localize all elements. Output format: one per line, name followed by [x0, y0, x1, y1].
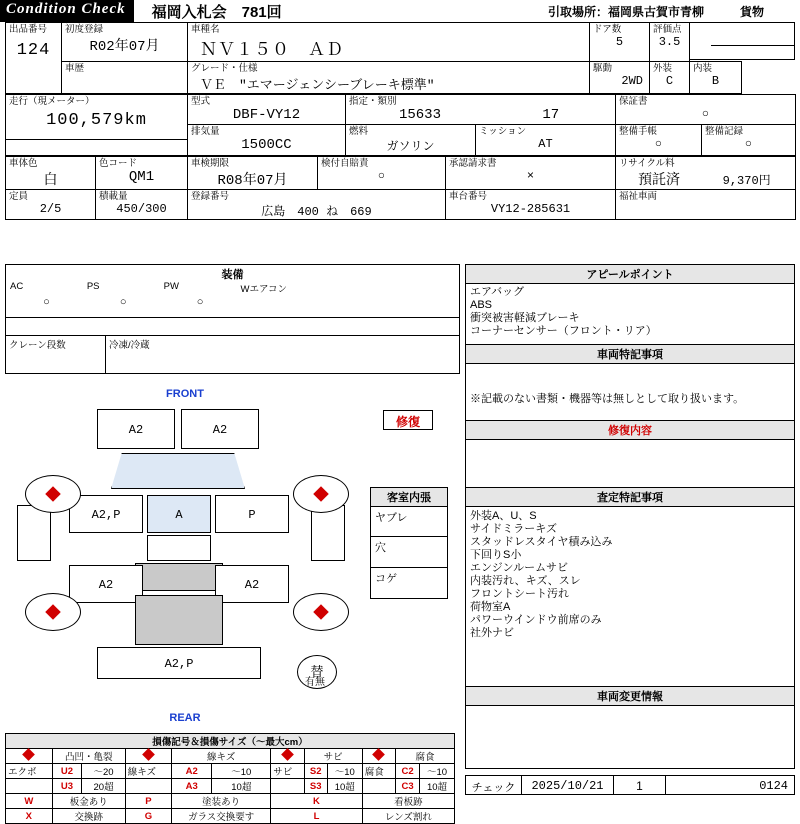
legend-r1-c3 [125, 779, 171, 794]
sheet-code: 0124 [759, 779, 788, 793]
load-value: 450/300 [116, 202, 167, 216]
legend-mark-g: G [125, 809, 171, 824]
assessment-line-9: 社外ナビ [470, 627, 514, 639]
doors-label: ドア数 [593, 24, 622, 35]
check-count: 1 [614, 776, 666, 794]
maint-record-value: ○ [744, 136, 753, 151]
assessment-line-0: 外装A、U、S [470, 510, 537, 522]
assessment-block [465, 487, 795, 688]
auction-title: 福岡入札会 781回 [151, 4, 282, 21]
displacement-label: 排気量 [191, 125, 220, 137]
panel-hood-right: A2 [181, 409, 259, 449]
panel-rear-body [135, 595, 223, 645]
registration-table [5, 156, 796, 220]
interior-row-1: 穴 [370, 537, 448, 568]
legend-diamond-icon-3 [281, 748, 294, 761]
assessment-line-6: フロントシート汚れ [470, 588, 569, 600]
model-code-label: 型式 [191, 96, 211, 107]
approval-label: 承認請求書 [449, 158, 497, 169]
appeal-line-3: コーナーセンサー（フロント・リア） [470, 325, 657, 337]
legend-r0-c3: 線キズ [125, 764, 171, 779]
legend-r0-c11: 〜10 [420, 764, 455, 779]
legend-r1-c10: C3 [396, 779, 420, 794]
seats-label: 定員 [9, 191, 29, 202]
assessment-line-7: 荷物室A [470, 601, 511, 613]
drive-value: 2WD [621, 74, 643, 88]
color-label: 車体色 [9, 158, 38, 169]
load-label: 積載量 [99, 191, 128, 202]
inspection-value: R08年07月 [217, 173, 288, 189]
reg-no-label: 登録番号 [191, 191, 230, 202]
grade-value: ＶＥ "エマージェンシーブレーキ標準" [200, 78, 435, 93]
recycle-label: リサイクル料 [619, 158, 675, 169]
legend-col-1: 線キズ [172, 749, 271, 764]
legend-mark-l: L [271, 809, 362, 824]
legend-r1-c5: 10超 [212, 779, 271, 794]
equip-value-ps: ○ [119, 296, 127, 308]
lot-no-label: 出品番号 [9, 24, 48, 35]
legend-diamond-icon-4 [373, 748, 386, 761]
damage-diagram [5, 385, 365, 730]
score-header-cells [711, 22, 795, 46]
assessment-line-2: スタッドレスタイヤ積み込み [470, 536, 613, 548]
spec-value-2: 17 [542, 107, 560, 123]
panel-center-mid [135, 563, 223, 591]
legend-r0-c10: C2 [396, 764, 420, 779]
equip-label-ac: AC [10, 281, 24, 292]
spare-tire-circle: 替 [297, 655, 337, 689]
jibaiseki-value: ○ [377, 169, 386, 183]
assessment-line-5: 内装汚れ、キズ、スレ [470, 575, 581, 587]
color-value: 白 [43, 173, 58, 189]
crane-label: クレーン段数 [9, 340, 66, 351]
equip-value-pw: ○ [196, 296, 204, 308]
footer-bar [465, 775, 795, 795]
chassis-value: VY12-285631 [490, 202, 571, 216]
welfare-label: 福祉車両 [619, 191, 658, 202]
legend-mark-k-label: 看板跡 [362, 794, 454, 809]
fuel-value: ガソリン [386, 139, 435, 154]
fuel-label: 燃料 [349, 125, 369, 137]
check-date: 2025/10/21 [522, 776, 614, 794]
seats-value: 2/5 [39, 202, 62, 216]
assessment-line-4: エンジンルームサビ [470, 562, 568, 574]
header-bar [0, 0, 800, 22]
equip-value-waircon [240, 295, 313, 299]
equip-label-pw: PW [163, 281, 179, 292]
ext-value: C [665, 74, 674, 88]
mileage-label: 走行（現メーター） [9, 96, 95, 107]
panel-rear-left-door: A2 [69, 565, 143, 603]
damage-legend [5, 733, 455, 824]
legend-r0-c5: 〜10 [212, 764, 271, 779]
wheel-front-right [293, 475, 349, 513]
panel-front-right-fender: P [215, 495, 289, 533]
panel-rear-bumper: A2,P [97, 647, 261, 679]
pickup-location: 引取場所：福岡県古賀市青柳 [547, 5, 704, 19]
int-label: 内装 [693, 63, 713, 74]
panel-roof: A [147, 495, 211, 533]
mission-label: ミッション [479, 125, 527, 137]
displacement-value: 1500CC [241, 136, 292, 153]
legend-r1-c8: 10超 [327, 779, 362, 794]
spec-table [5, 94, 796, 156]
interior-row-0: ヤブレ [370, 506, 448, 537]
legend-r1-c9 [362, 779, 395, 794]
assessment-body [465, 506, 795, 688]
legend-r0-c1: U2 [52, 764, 82, 779]
chassis-label: 車台番号 [449, 191, 488, 202]
legend-r1-c1: U3 [52, 779, 82, 794]
assessment-line-8: パワーウインドウ前席のみ [470, 614, 602, 626]
panel-center-top [147, 535, 211, 561]
change-info-block [465, 686, 795, 769]
recycle-fee: 9,370円 [722, 174, 771, 188]
panel-windshield [111, 453, 245, 489]
model-name-value: ＮＶ１５０ ＡＤ [200, 42, 344, 61]
legend-mark-w: W [6, 794, 53, 809]
wheel-rear-left [25, 593, 81, 631]
legend-mark-p: P [125, 794, 171, 809]
mission-value: AT [538, 136, 553, 151]
doors-value: 5 [615, 35, 624, 49]
change-info-body [465, 705, 795, 769]
legend-diamond-icon-1 [22, 748, 35, 761]
wheel-rear-right [293, 593, 349, 631]
legend-r1-c6 [271, 779, 304, 794]
int-value: B [711, 74, 720, 88]
color-code-label: 色コード [99, 158, 138, 169]
first-reg-value: R02年07月 [89, 39, 160, 55]
legend-col-3: 腐食 [396, 749, 455, 764]
legend-r1-c2: 20超 [82, 779, 125, 794]
score-label: 評価点 [653, 24, 682, 35]
appeal-line-2: 衝突被害軽減ブレーキ [470, 312, 580, 324]
equip-label-ps: PS [86, 281, 100, 292]
spec-value-1: 15633 [398, 107, 441, 123]
equipment-block [5, 264, 460, 374]
legend-r0-c9: 腐食 [362, 764, 395, 779]
notes-title: 車両特記事項 [465, 344, 795, 363]
notes-block [465, 344, 795, 429]
legend-mark-l-label: レンズ割れ [362, 809, 454, 824]
legend-mark-w-label: 板金あり [52, 794, 125, 809]
inspection-label: 車検期限 [191, 158, 230, 169]
legend-r1-c7: S3 [304, 779, 327, 794]
ext-label: 外装 [653, 63, 673, 74]
diagram-front-label: FRONT [166, 388, 204, 400]
legend-mark-k: K [271, 794, 362, 809]
panel-rear-right-door: A2 [215, 565, 289, 603]
assessment-line-3: 下回りS小 [470, 549, 522, 561]
interior-row-2: コゲ [370, 568, 448, 599]
mileage-value: 100,579km [46, 111, 147, 130]
legend-mark-g-label: ガラス交換要す [172, 809, 271, 824]
reg-no-value: 広島 400 ね 669 [261, 205, 372, 219]
equipment-title: 装備 [221, 269, 244, 281]
repair-block [465, 420, 795, 495]
appeal-title: アピールポイント [465, 264, 795, 283]
recycle-status: 預託済 [637, 173, 680, 189]
freezer-label: 冷凍/冷蔵 [109, 340, 150, 351]
jibaiseki-label: 検付自賠責 [321, 158, 369, 169]
drive-label: 駆動 [593, 63, 613, 74]
grade-label: グレード・仕様 [191, 63, 258, 74]
repair-flag: 修復 [383, 410, 433, 430]
diagram-rear-label: REAR [169, 712, 201, 724]
service-book-label: 整備手帳 [619, 125, 658, 137]
legend-r1-c11: 10超 [420, 779, 455, 794]
equip-label-waircon: Wエアコン [240, 284, 287, 295]
repair-title: 修復内容 [465, 420, 795, 439]
legend-mark-p-label: 塗装あり [172, 794, 271, 809]
history-label: 車歴 [65, 63, 85, 74]
vehicle-kind: 貨物 [739, 5, 764, 19]
legend-r0-c4: A2 [172, 764, 212, 779]
legend-mark-x: X [6, 809, 53, 824]
legend-r0-c0: エクボ [6, 764, 53, 779]
legend-diamond-icon-2 [142, 748, 155, 761]
legend-col-0: 凸凹・亀裂 [52, 749, 125, 764]
vehicle-info-table [5, 22, 796, 94]
score-value: 3.5 [658, 35, 681, 49]
legend-title: 損傷記号＆損傷サイズ（〜最大cm） [6, 734, 455, 749]
warranty-label: 保証書 [619, 96, 648, 107]
interior-block [370, 487, 448, 599]
lot-no-value: 124 [16, 41, 51, 60]
first-reg-label: 初度登録 [65, 24, 104, 35]
warranty-value: ○ [701, 107, 710, 121]
legend-r0-c6: サビ [271, 764, 304, 779]
wheel-front-left [25, 475, 81, 513]
maint-record-label: 整備記録 [705, 125, 744, 137]
brand-title: Condition Check [0, 0, 134, 22]
panel-right-side [311, 505, 345, 561]
spec-label: 指定・類別 [349, 96, 397, 107]
check-label: チェック [466, 776, 522, 794]
model-name-label: 車種名 [191, 24, 220, 35]
panel-front-left-fender: A2,P [69, 495, 143, 533]
legend-r0-c2: 〜20 [82, 764, 125, 779]
color-code-value: QM1 [128, 169, 155, 185]
assessment-title: 査定特記事項 [465, 487, 795, 506]
model-code-value: DBF-VY12 [232, 107, 301, 123]
notes-line-0: ※記載のない書類・機器等は無しとして取り扱います。 [470, 393, 745, 405]
legend-mark-x-label: 交換跡 [52, 809, 125, 824]
panel-left-side [17, 505, 51, 561]
spare-tire-label: 有無 [305, 677, 325, 688]
legend-r1-c0 [6, 779, 53, 794]
interior-title: 客室内張 [370, 487, 448, 506]
assessment-line-1: サイドミラーキズ [470, 523, 558, 535]
appeal-line-1: ABS [470, 299, 493, 311]
change-info-title: 車両変更情報 [465, 686, 795, 705]
service-book-value: ○ [654, 136, 663, 151]
appeal-line-0: エアバッグ [470, 286, 525, 298]
legend-r1-c4: A3 [172, 779, 212, 794]
equip-value-ac: ○ [43, 296, 50, 308]
legend-r0-c7: S2 [304, 764, 327, 779]
panel-hood-left: A2 [97, 409, 175, 449]
approval-value: × [526, 169, 535, 183]
legend-r0-c8: 〜10 [327, 764, 362, 779]
legend-col-2: サビ [304, 749, 362, 764]
